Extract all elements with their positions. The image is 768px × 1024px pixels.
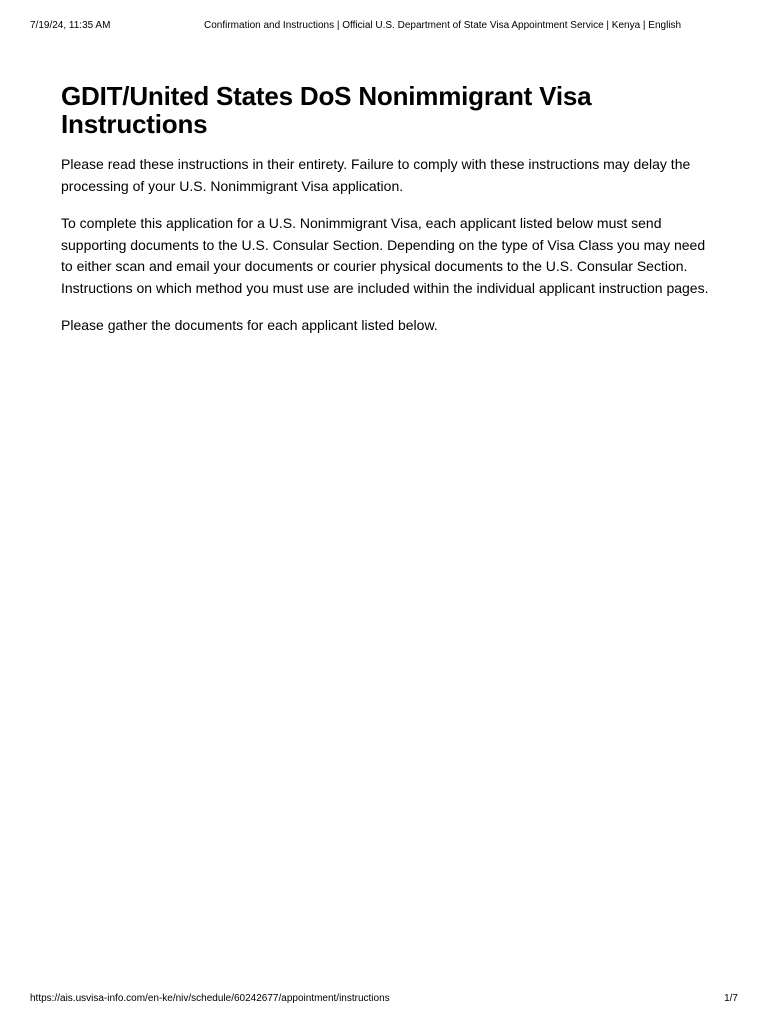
print-header	[30, 19, 738, 33]
print-footer	[30, 992, 738, 1006]
main-content	[61, 82, 711, 353]
gather-documents-paragraph: Please gather the documents for each applicant listed below.	[61, 317, 438, 333]
print-page-url: https://ais.usvisa-info.com/en-ke/niv/schedule/60242677/appointment/instructions	[30, 993, 390, 1004]
print-document-title: Confirmation and Instructions | Official U.S. Department of State Visa Appointment Service | Kenya | English	[204, 20, 682, 31]
print-date: 7/19/24, 11:35 AM	[30, 20, 111, 31]
instructions-details-paragraph: To complete this application for a U.S. Nonimmigrant Visa, each applicant listed below must send supporting documents to the U.S. Consular Section. Depending on the type of Visa Class you may need to either scan and email your documents or courier physical documents to the U.S. Consular Section. Instructions on which method you must use are included within the individual applicant instruction pages.	[61, 215, 709, 296]
instructions-intro-paragraph: Please read these instructions in their entirety. Failure to comply with these instructions may delay the processing of your U.S. Nonimmigrant Visa application.	[61, 156, 691, 194]
page-title: GDIT/United States DoS Nonimmigrant Visa Instructions	[61, 81, 592, 139]
print-page-number: 1/7	[724, 993, 738, 1004]
